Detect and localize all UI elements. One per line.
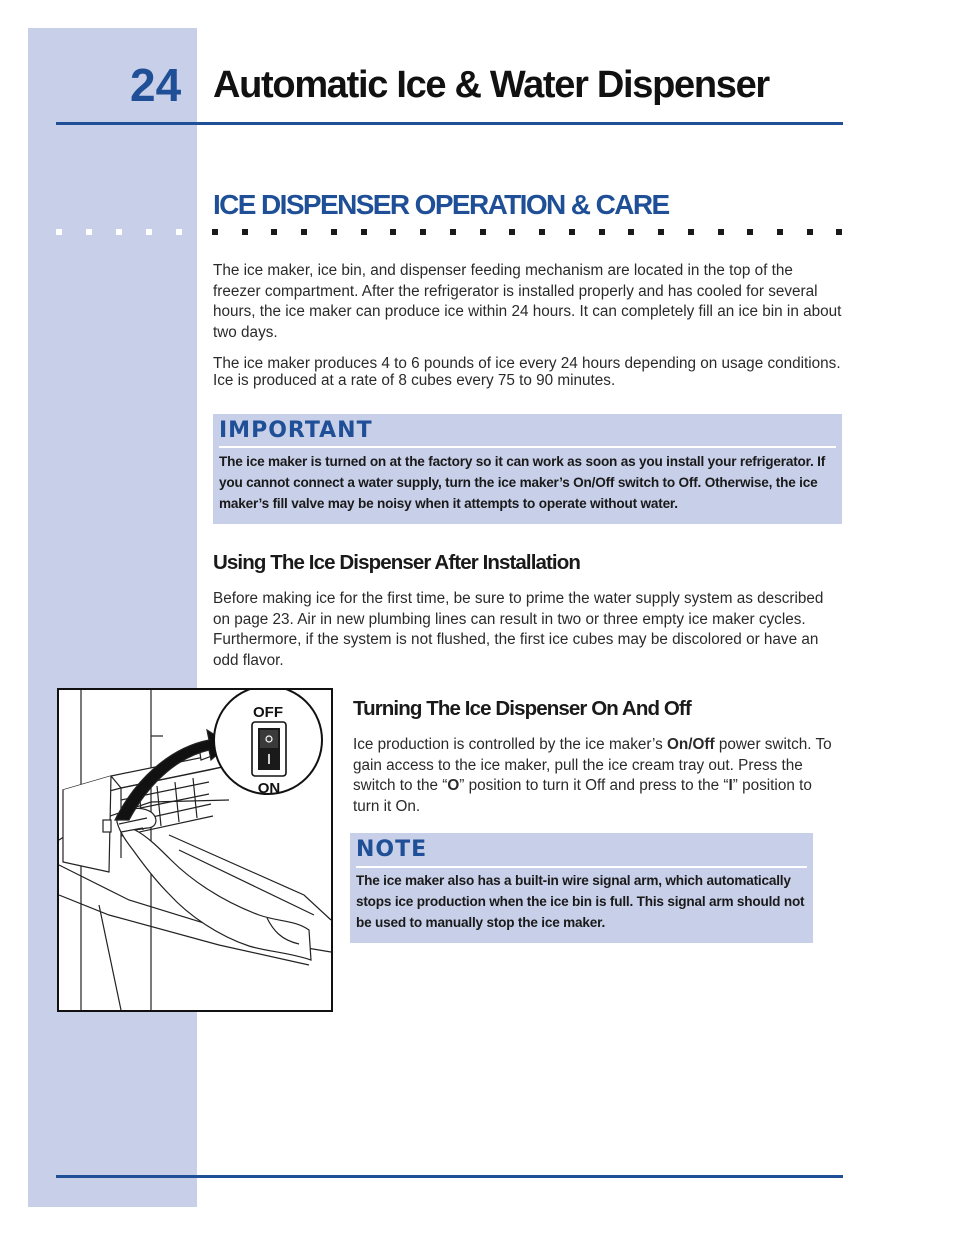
divider-dot — [390, 229, 396, 235]
divider-dot — [420, 229, 426, 235]
page-title: Automatic Ice & Water Dispenser — [213, 64, 769, 106]
sidebar-band — [28, 28, 197, 1207]
note-text: The ice maker also has a built-in wire signal arm, which automatically stops ice production when the ice bin is full. This signal arm should not be used to manually stop the ice maker. — [356, 873, 805, 930]
divider-dot — [176, 229, 182, 235]
divider-dot — [688, 229, 694, 235]
divider-dot — [331, 229, 337, 235]
important-callout — [213, 414, 842, 524]
intro-paragraph: The ice maker produces 4 to 6 pounds of ice every 24 hours depending on usage conditions. Ice is produced at a rate of 8 cubes every 75 to 90 minutes. — [213, 355, 841, 389]
off-position-symbol: O — [447, 777, 460, 795]
ice-maker-switch-illustration — [57, 688, 333, 1012]
divider-dot — [658, 229, 664, 235]
divider-dot — [777, 229, 783, 235]
divider-dot — [807, 229, 813, 235]
divider-dot — [242, 229, 248, 235]
divider-dot — [569, 229, 575, 235]
important-label: IMPORTANT — [219, 418, 373, 443]
off-label: OFF — [253, 704, 283, 721]
divider-dot — [539, 229, 545, 235]
note-rule — [356, 866, 807, 868]
on-off-text-part: power switch. To gain access to the ice maker, pull the ice cream tray out. Press the switch to the “ — [353, 736, 832, 795]
divider-dot — [599, 229, 605, 235]
divider-dot — [450, 229, 456, 235]
divider-dot — [747, 229, 753, 235]
divider-dot — [56, 229, 62, 235]
switch-top-half — [260, 730, 278, 748]
illustration-drawing — [59, 690, 331, 1010]
divider-dot — [480, 229, 486, 235]
note-callout — [350, 833, 813, 943]
on-off-text-part: Ice production is controlled by the ice maker’s — [353, 736, 668, 753]
divider-dot — [116, 229, 122, 235]
on-label: ON — [257, 780, 281, 797]
page-number: 24 — [130, 59, 182, 111]
after-installation-text: Before making ice for the first time, be sure to prime the water supply system as described on page 23. Air in new plumbing lines can result in two or three empty ice maker cycles. Furthermore, if the system is not flushed, the first ice cubes may be discolored or have an odd flavor. — [213, 590, 824, 670]
on-position-symbol: I — [728, 777, 733, 795]
footer-rule — [56, 1175, 843, 1178]
note-label: NOTE — [356, 837, 428, 862]
after-installation-heading: Using The Ice Dispenser After Installation — [213, 551, 580, 574]
divider-dot — [212, 229, 218, 235]
important-text: The ice maker is turned on at the factory so it can work as soon as you install your refrigerator. If you cannot connect a water supply, turn the ice maker’s On/Off switch to Off. Otherwise, the ice maker’s fill valve may be noisy when it attempts to operate without water. — [219, 454, 826, 511]
intro-paragraph: The ice maker, ice bin, and dispenser feeding mechanism are located in the top of the freezer compartment. After the refrigerator is installed properly and has cooled for several hours, the ice maker can produce ice within 24 hours. It can completely fill an ice bin in about two days. — [213, 262, 842, 342]
on-off-emphasis: On/Off — [667, 736, 715, 753]
divider-dot — [509, 229, 515, 235]
on-off-text-part: ” position to turn it Off and press to the “ — [459, 777, 729, 795]
divider-dot — [361, 229, 367, 235]
on-off-text-part: ” position to turn it On. — [353, 777, 812, 816]
divider-dot — [836, 229, 842, 235]
on-off-heading: Turning The Ice Dispenser On And Off — [353, 697, 691, 720]
divider-dot — [146, 229, 152, 235]
divider-dot — [86, 229, 92, 235]
divider-dot — [718, 229, 724, 235]
divider-dot — [301, 229, 307, 235]
divider-dot — [271, 229, 277, 235]
important-rule — [219, 446, 836, 448]
on-off-text — [353, 735, 833, 818]
divider-dot — [628, 229, 634, 235]
section-title: ICE DISPENSER OPERATION & CARE — [213, 189, 669, 220]
header-rule — [56, 122, 843, 125]
